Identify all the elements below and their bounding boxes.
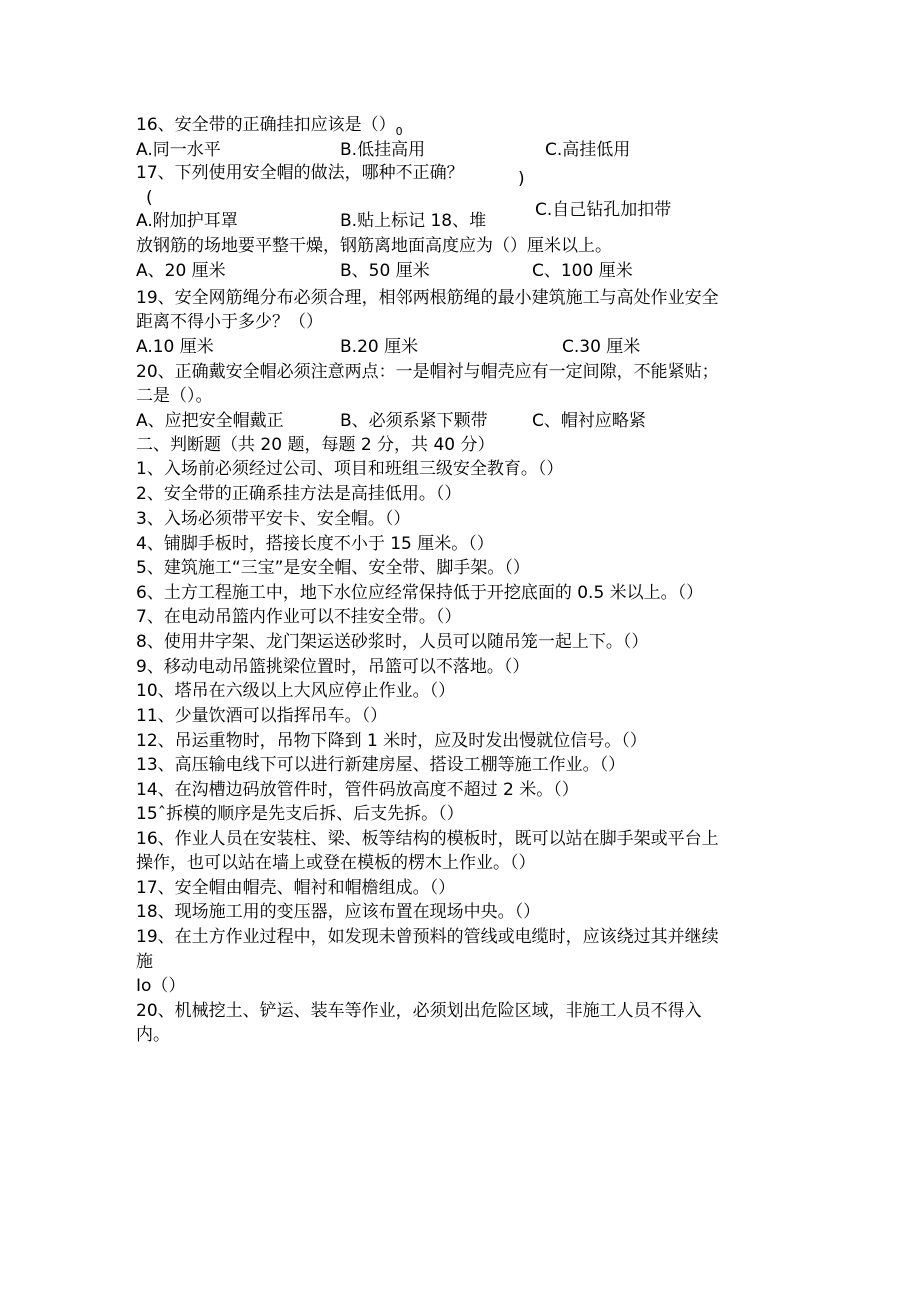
tf-item-16-line-1: 16、作业人员在安装柱、梁、板等结构的模板时，既可以站在脚手架或平台上 — [136, 829, 719, 849]
tf-item: 12、吊运重物时，吊物下降到 1 米时，应及时发出慢就位信号。（） — [136, 731, 647, 751]
option-16-c: C.高挂低用 — [545, 140, 631, 160]
tf-item-17: 17、安全帽由帽壳、帽衬和帽檐组成。（） — [136, 878, 456, 898]
tf-item-18: 18、现场施工用的变压器，应该布置在现场中央。（） — [136, 902, 541, 922]
option-20-c: C、帽衬应略紧 — [532, 411, 646, 431]
tf-item: 14、在沟槽边码放管件时，管件码放高度不超过 2 米。（） — [136, 780, 579, 800]
question-17-paren-open: ( — [146, 188, 153, 208]
option-19-b: B.20 厘米 — [340, 337, 419, 357]
tf-item: 2、安全带的正确系挂方法是高挂低用。（） — [136, 484, 462, 504]
question-19-line-1: 19、安全网筋绳分布必须合理，相邻两根筋绳的最小建筑施工与高处作业安全 — [136, 288, 719, 308]
question-16-text: 16、安全带的正确挂扣应该是（） — [136, 115, 396, 135]
option-19-a: A.10 厘米 — [136, 337, 214, 357]
option-19-c: C.30 厘米 — [562, 337, 641, 357]
option-17-c: C.自己钻孔加扣带 — [535, 200, 672, 220]
option-17-a: A.附加护耳罩 — [136, 211, 238, 231]
question-17: 17、下列使用安全帽的做法，哪种不正确？ — [136, 163, 464, 183]
option-16-b: B.低挂高用 — [340, 140, 426, 160]
tf-item-20-line-2: 内。 — [136, 1025, 170, 1045]
tf-item: 3、入场必须带平安卡、安全帽。（） — [136, 509, 411, 529]
option-16-a: A.同一水平 — [136, 140, 221, 160]
question-19-line-2: 距离不得小于多少？（） — [136, 312, 323, 332]
option-18-b: B、50 厘米 — [340, 261, 430, 281]
tf-item: 15ˆ拆模的顺序是先支后拆、后支先拆。（） — [136, 804, 464, 824]
option-18-c: C、100 厘米 — [532, 261, 633, 281]
question-18: 放钢筋的场地要平整干燥，钢筋离地面高度应为（）厘米以上。 — [136, 236, 612, 256]
option-20-b: B、必须系紧下颗带 — [340, 411, 488, 431]
question-20-line-2: 二是（）。 — [136, 386, 213, 406]
question-16-mark: 0 — [395, 125, 403, 138]
tf-item: 11、少量饮酒可以指挥吊车。（） — [136, 706, 388, 726]
option-18-a: A、20 厘米 — [136, 261, 226, 281]
tf-item: 8、使用井字架、龙门架运送砂浆时，人员可以随吊笼一起上下。（） — [136, 632, 649, 652]
question-16 — [136, 114, 403, 138]
tf-item-19-line-1: 19、在土方作业过程中，如发现未曾预料的管线或电缆时，应该绕过其并继续 — [136, 927, 719, 947]
tf-item-19-line-3: Io（） — [136, 976, 186, 996]
tf-item: 13、高压输电线下可以进行新建房屋、搭设工棚等施工作业。（） — [136, 755, 626, 775]
section-2-heading: 二、判断题（共 20 题，每题 2 分，共 40 分） — [136, 435, 495, 455]
tf-item: 1、入场前必须经过公司、项目和班组三级安全教育。（） — [136, 459, 564, 479]
tf-item: 9、移动电动吊篮挑梁位置时，吊篮可以不落地。（） — [136, 657, 530, 677]
tf-item: 4、铺脚手板时，搭接长度不小于 15 厘米。（） — [136, 534, 494, 554]
question-20-line-1: 20、正确戴安全帽必须注意两点：一是帽衬与帽壳应有一定间隙，不能紧贴； — [136, 362, 719, 382]
option-17-b: B.贴上标记 18、堆 — [340, 211, 487, 231]
question-17-paren-close: ) — [518, 169, 525, 189]
tf-item-20-line-1: 20、机械挖土、铲运、装车等作业，必须划出危险区域，非施工人员不得入 — [136, 1001, 702, 1021]
tf-item-19-line-2: 施 — [136, 952, 153, 972]
tf-item-16-line-2: 操作，也可以站在墙上或登在模板的楞木上作业。（） — [136, 853, 536, 873]
option-20-a: A、应把安全帽戴正 — [136, 411, 284, 431]
tf-item: 10、塔吊在六级以上大风应停止作业。（） — [136, 681, 456, 701]
tf-item: 5、建筑施工“三宝”是安全帽、安全带、脚手架。（） — [136, 558, 530, 578]
tf-item: 6、土方工程施工中，地下水位应经常保持低于开挖底面的 0.5 米以上。（） — [136, 583, 704, 603]
tf-item: 7、在电动吊篮内作业可以不挂安全带。（） — [136, 607, 462, 627]
